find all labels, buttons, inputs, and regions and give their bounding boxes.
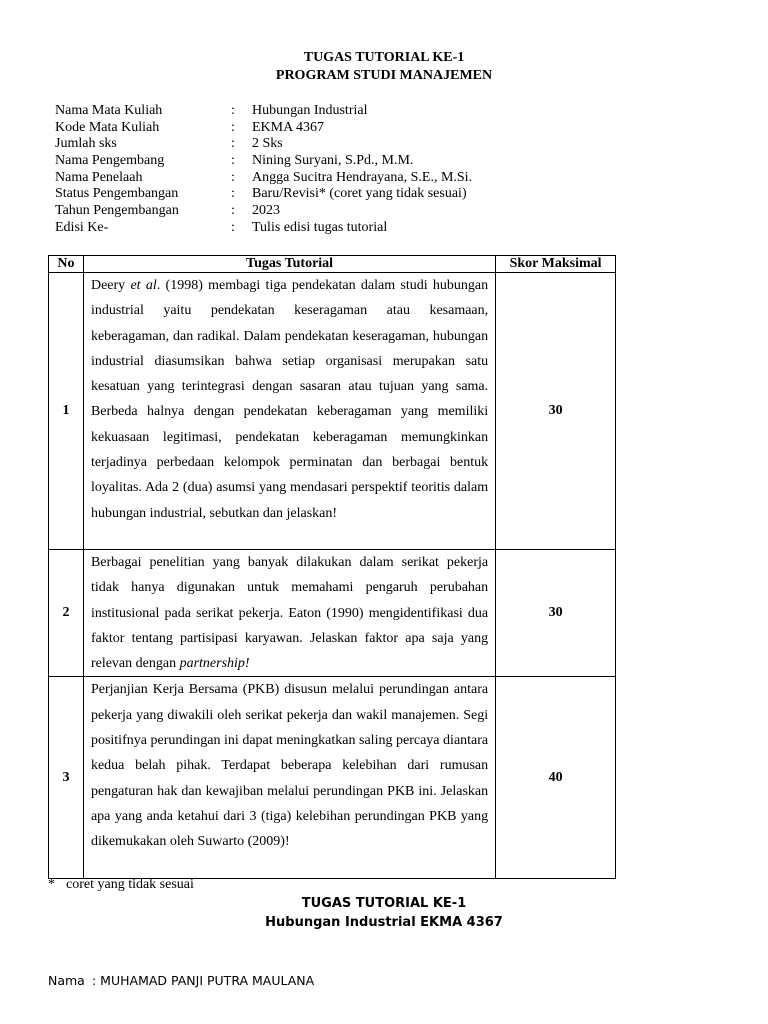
task-text-part: Deery [90,278,131,293]
info-row [55,170,472,187]
info-value: Tulis edisi tugas tutorial [252,219,388,235]
header-task: Tugas Tutorial [83,256,495,273]
info-key: Nama Pengembang [55,153,165,169]
answer-subtitle: Hubungan Industrial EKMA 4367 [265,915,503,930]
task-text-part: Perjanjian Kerja Bersama (PKB) disusun melalui perundingan antara pekerja yang diwakili oleh serikat pekerja dan wakil manajemen. Segi positifnya perundingan ini dapat meningkatkan saling percaya diantara kedua belah pihak. Terdapat beberapa kelebihan dari rumusan pengaturan hak dan kewajiban melalui perundingan PKB ini. Jelaskan apa yang anda ketahui dari 3 (tiga) kelebihan perundingan PKB yang dikemukakan oleh Suwarto (2009)! [90,682,489,850]
task-number: 3 [49,677,84,879]
info-value: EKMA 4367 [252,119,324,135]
table-row [49,677,616,879]
info-colon: : [231,103,235,118]
info-value: 2 Sks [252,136,283,152]
table-row [49,550,616,677]
student-name [48,973,314,988]
info-row [55,136,472,153]
info-row [55,103,472,120]
info-key: Status Pengembangan [55,186,179,202]
info-colon: : [231,119,235,135]
info-value: 2023 [252,203,280,219]
info-colon: : [231,136,235,152]
info-colon: : [231,153,235,169]
task-text [83,273,495,550]
task-score: 30 [496,273,616,550]
student-name-label: Nama [48,973,85,988]
header-no: No [49,256,84,273]
info-key: Jumlah sks [55,136,117,152]
task-number: 2 [49,550,84,677]
info-row [55,120,472,137]
answer-title: TUGAS TUTORIAL KE-1 [301,896,467,911]
table-header-row [49,256,616,273]
footnote-text: coret yang tidak sesuai [66,877,194,892]
document-title: TUGAS TUTORIAL KE-1 [303,50,465,65]
info-value: Hubungan Industrial [252,103,368,118]
info-key: Nama Mata Kuliah [55,103,163,118]
info-value: Angga Sucitra Hendrayana, S.E., M.Si. [252,169,473,185]
info-row [55,153,472,170]
program-title: PROGRAM STUDI MANAJEMEN [275,68,493,83]
info-row [55,220,472,237]
task-text-emphasis: partnership! [179,656,250,672]
student-name-value: : MUHAMAD PANJI PUTRA MAULANA [92,973,315,988]
header-score: Skor Maksimal [496,256,616,273]
task-text-part: . (1998) membagi tiga pendekatan dalam studi hubungan industrial yaitu pendekatan keseragaman atau kesamaan, keberagaman, dan radikal. Dalam pendekatan keseragaman, hubungan industrial diasumsikan bahwa setiap organisasi merupakan satu kesatuan yang terintegrasi dengan sasaran atau tujuan yang sama. Berbeda halnya dengan pendekatan keberagaman yang memiliki kekuasaan legitimasi, pendekatan keberagaman memungkinkan terjadinya perbedaan kelompok perminatan dan berbagai bentuk loyalitas. Ada 2 (dua) asumsi yang mendasari perspektif teoritis dalam hubungan industrial, sebutkan dan jelaskan! [90,278,489,521]
table-row [49,273,616,550]
info-key: Kode Mata Kuliah [55,119,160,135]
footnote [48,877,194,893]
task-score: 30 [496,550,616,677]
info-key: Edisi Ke- [55,219,109,235]
course-info [55,103,472,237]
info-colon: : [231,219,235,235]
info-key: Tahun Pengembangan [55,203,179,219]
tasks-table [48,255,616,879]
info-colon: : [231,169,235,185]
task-text [83,677,495,879]
footnote-star: * [48,877,55,892]
task-text-part: Berbagai penelitian yang banyak dilakukan dalam serikat pekerja tidak hanya digunakan untuk memahami pengaruh perubahan institusional pada serikat pekerja. Eaton (1990) mengidentifikasi dua faktor tentang partisipasi karyawan. Jelaskan faktor apa saja yang relevan dengan [90,555,489,672]
task-score: 40 [496,677,616,879]
task-number: 1 [49,273,84,550]
info-key: Nama Penelaah [55,169,143,185]
info-value: Nining Suryani, S.Pd., M.M. [252,153,414,169]
info-row [55,186,472,203]
info-colon: : [231,203,235,219]
info-colon: : [231,186,235,202]
info-row [55,203,472,220]
info-value: Baru/Revisi* (coret yang tidak sesuai) [252,186,467,202]
task-text [83,550,495,677]
task-text-emphasis: et al [130,278,157,293]
